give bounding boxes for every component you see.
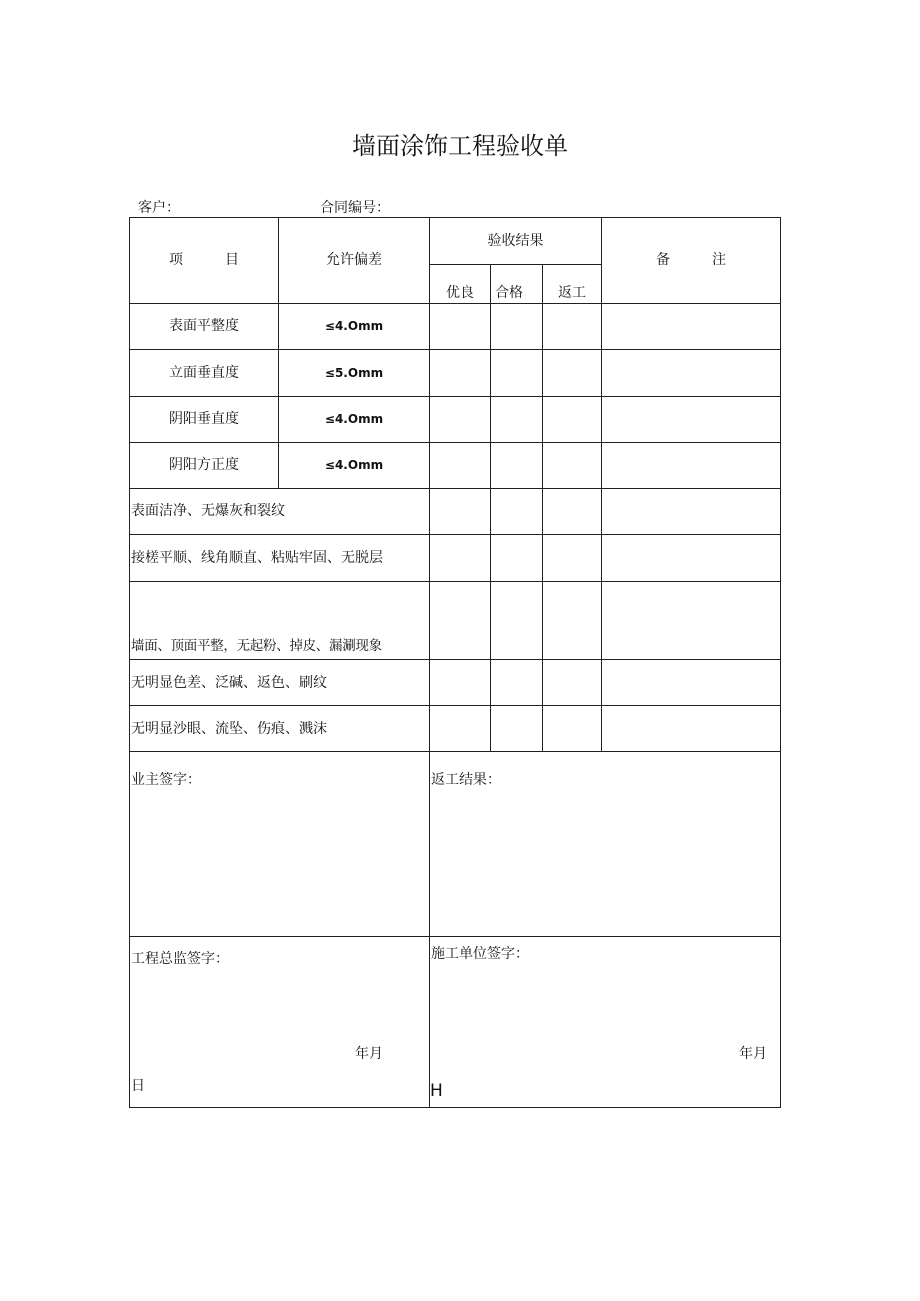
header-qualified: 合格	[495, 285, 523, 301]
check-item: 无明显沙眼、流坠、伤痕、溅沫	[131, 721, 327, 737]
owner-signature-label: 业主签字：	[131, 772, 201, 788]
measure-item: 表面平整度	[169, 318, 239, 334]
check-item: 墙面、顶面平整，无起粉、掉皮、漏涮现象	[131, 638, 382, 654]
measure-tolerance: ≤5.Omm	[324, 366, 384, 380]
header-result: 验收结果	[487, 233, 544, 249]
measure-tolerance: ≤4.Omm	[324, 458, 384, 472]
header-item: 项 目	[169, 252, 239, 268]
measure-item: 立面垂直度	[169, 365, 239, 381]
header-rework: 返工	[558, 285, 586, 301]
date-year-month-right: 年月	[739, 1046, 767, 1062]
contractor-signature-label: 施工单位签字：	[431, 946, 529, 962]
contract-number-label: 合同编号：	[320, 200, 390, 216]
date-day-right: H	[430, 1081, 443, 1101]
supervisor-signature-label: 工程总监签字：	[131, 951, 229, 967]
date-day-left: 日	[131, 1078, 145, 1094]
measure-item: 阴阳垂直度	[169, 411, 239, 427]
rework-result-label: 返工结果：	[431, 772, 501, 788]
header-excellent: 优良	[446, 285, 474, 301]
measure-tolerance: ≤4.Omm	[324, 319, 384, 333]
customer-label: 客户：	[138, 200, 180, 216]
header-remarks: 备 注	[656, 252, 726, 268]
check-item: 表面洁净、无爆灰和裂纹	[131, 503, 285, 519]
page-title: 墙面涂饰工程验收单	[352, 132, 568, 160]
measure-item: 阴阳方正度	[169, 457, 239, 473]
date-year-month-left: 年月	[355, 1046, 383, 1062]
check-item: 接槎平顺、线角顺直、粘贴牢固、无脱层	[131, 550, 383, 566]
measure-tolerance: ≤4.Omm	[324, 412, 384, 426]
check-item: 无明显色差、泛碱、返色、刷纹	[131, 675, 327, 691]
header-tolerance: 允许偏差	[326, 252, 382, 268]
